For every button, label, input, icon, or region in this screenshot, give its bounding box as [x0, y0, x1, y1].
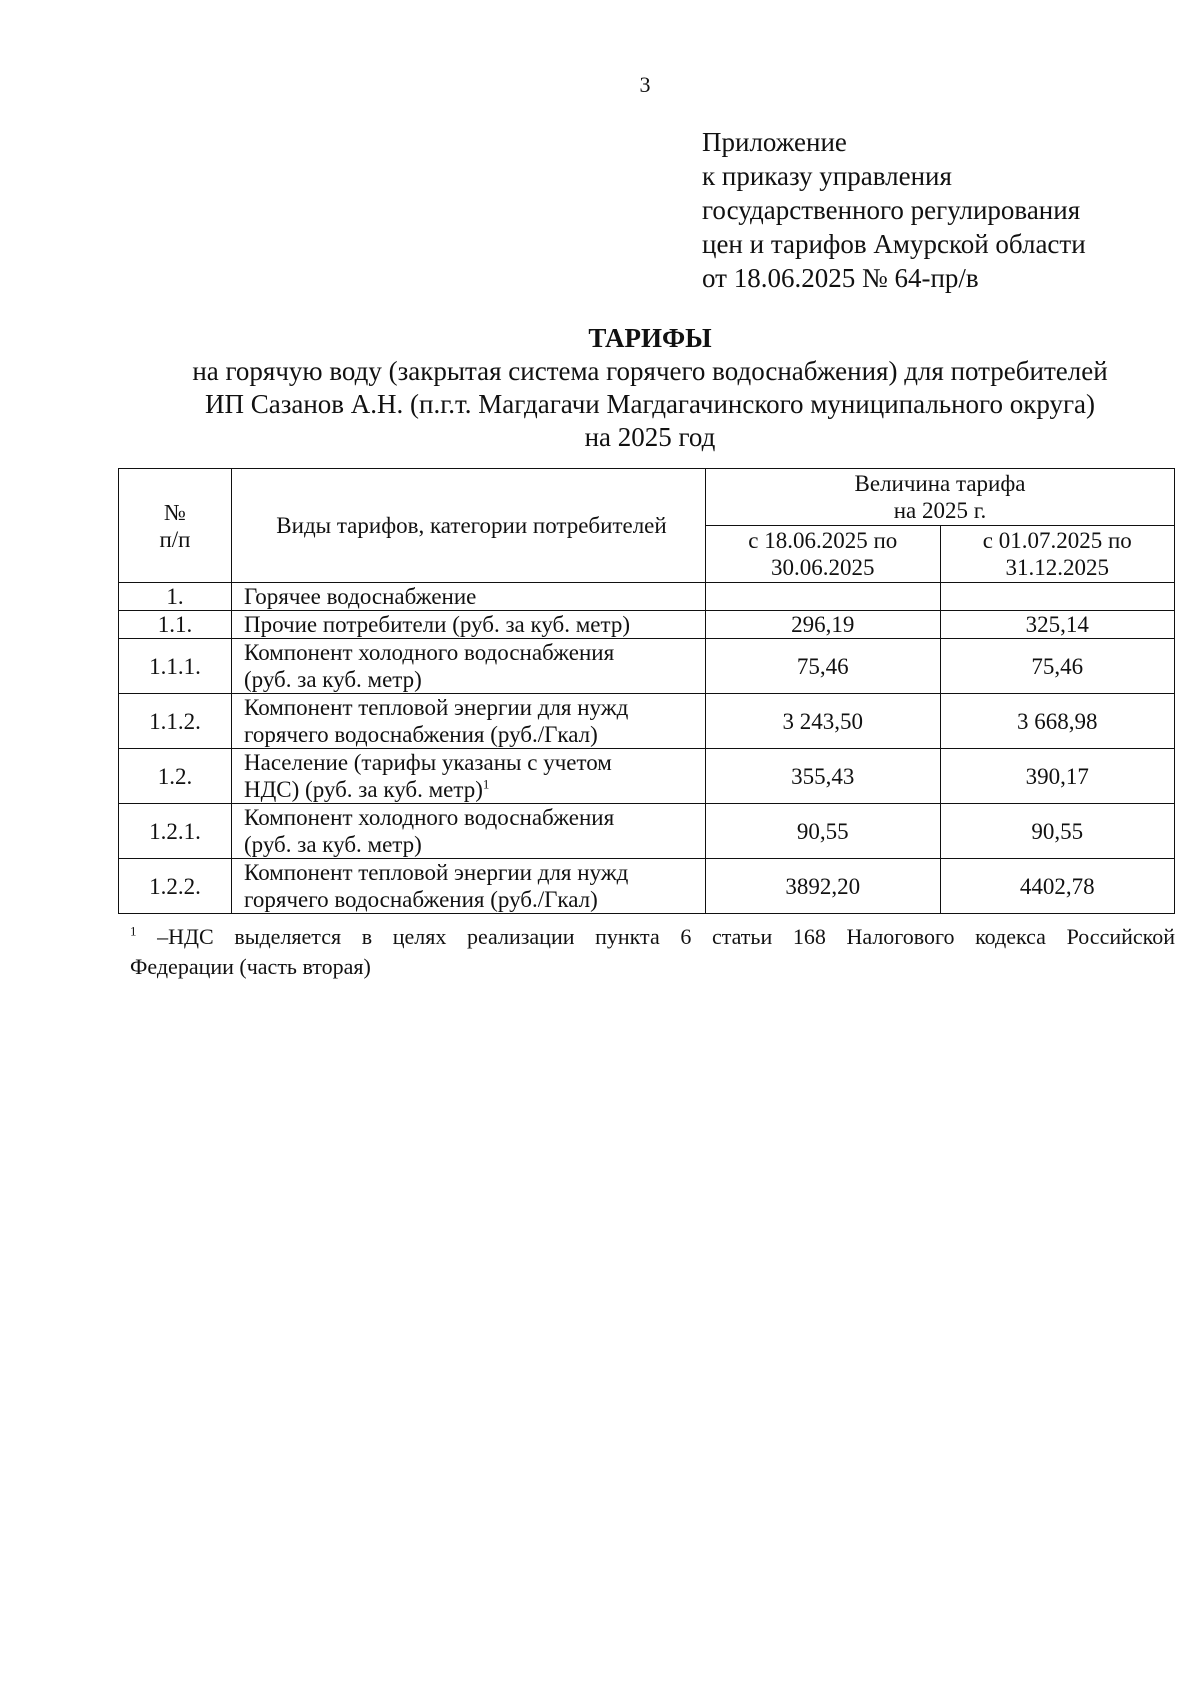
row-category-text: Компонент тепловой энергии для нужд горячего водоснабжения (руб./Гкал) [244, 695, 629, 747]
row-number: 1.1. [119, 611, 232, 639]
row-category [232, 749, 706, 804]
tariff-value-period-2: 325,14 [940, 611, 1175, 639]
appendix-line: государственного регулирования [702, 195, 1081, 225]
table-row [119, 611, 1175, 639]
document-subtitle-line: на горячую воду (закрытая система горячего водоснабжения) для потребителей [192, 356, 1108, 386]
row-number: 1.1.2. [119, 694, 232, 749]
row-number: 1.2.2. [119, 859, 232, 914]
appendix-line: к приказу управления [702, 161, 952, 191]
header-value-group: Величина тарифа на 2025 г. [706, 469, 1175, 526]
table-row [119, 694, 1175, 749]
table-row [119, 749, 1175, 804]
tariff-value-period-1: 3 243,50 [706, 694, 941, 749]
row-number: 1.2.1. [119, 804, 232, 859]
row-category-text: Компонент холодного водоснабжения (руб. за куб. метр) [244, 805, 615, 857]
footnote-reference: 1 [482, 776, 490, 792]
header-period-1: с 18.06.2025 по 30.06.2025 [706, 526, 941, 583]
header-period-2: с 01.07.2025 по 31.12.2025 [940, 526, 1175, 583]
document-title: ТАРИФЫ [588, 323, 712, 353]
tariff-value-period-2 [940, 583, 1175, 611]
tariff-value-period-2: 4402,78 [940, 859, 1175, 914]
tariff-value-period-2: 390,17 [940, 749, 1175, 804]
row-category-text: Компонент тепловой энергии для нужд горячего водоснабжения (руб./Гкал) [244, 860, 629, 912]
tariff-value-period-1: 296,19 [706, 611, 941, 639]
row-category [232, 694, 706, 749]
row-category [232, 804, 706, 859]
row-number: 1. [119, 583, 232, 611]
row-category [232, 639, 706, 694]
tariff-value-period-2: 75,46 [940, 639, 1175, 694]
document-subtitle-line: ИП Сазанов А.Н. (п.г.т. Магдагачи Магдагачинского муниципального округа) [204, 389, 1096, 419]
appendix-reference [702, 125, 1086, 295]
table-row [119, 804, 1175, 859]
tariff-value-period-1: 90,55 [706, 804, 941, 859]
footnote [130, 922, 1175, 982]
tariff-value-period-2: 3 668,98 [940, 694, 1175, 749]
row-category-text: Прочие потребители (руб. за куб. метр) [244, 612, 631, 637]
row-category [232, 583, 706, 611]
footnote-mark: 1 [130, 923, 137, 939]
document-subtitle-line: на 2025 год [584, 422, 716, 452]
tariff-value-period-1: 355,43 [706, 749, 941, 804]
tariffs-table-body [119, 583, 1175, 914]
row-number: 1.2. [119, 749, 232, 804]
tariff-value-period-1: 3892,20 [706, 859, 941, 914]
footnote-text-line: Федерации (часть вторая) [130, 954, 371, 979]
tariffs-table [118, 468, 1175, 914]
row-category-text: Население (тарифы указаны с учетом НДС) (руб. за куб. метр) [244, 750, 612, 802]
appendix-line: Приложение [702, 127, 847, 157]
tariff-value-period-2: 90,55 [940, 804, 1175, 859]
footnote-text-line: –НДС выделяется в целях реализации пункта 6 статьи 168 Налогового кодекса Российской [157, 924, 1175, 949]
header-name: Виды тарифов, категории потребителей [232, 469, 706, 583]
row-category-text: Компонент холодного водоснабжения (руб. за куб. метр) [244, 640, 615, 692]
appendix-line: от 18.06.2025 № 64-пр/в [702, 263, 979, 293]
tariff-value-period-1: 75,46 [706, 639, 941, 694]
document-title-block [140, 322, 1160, 454]
appendix-line: цен и тарифов Амурской области [702, 229, 1086, 259]
row-category [232, 859, 706, 914]
row-category [232, 611, 706, 639]
table-row [119, 639, 1175, 694]
row-number: 1.1.1. [119, 639, 232, 694]
header-num: № п/п [119, 469, 232, 583]
page-number: 3 [639, 72, 651, 97]
table-row [119, 583, 1175, 611]
row-category-text: Горячее водоснабжение [244, 584, 477, 609]
table-row [119, 859, 1175, 914]
tariff-value-period-1 [706, 583, 941, 611]
